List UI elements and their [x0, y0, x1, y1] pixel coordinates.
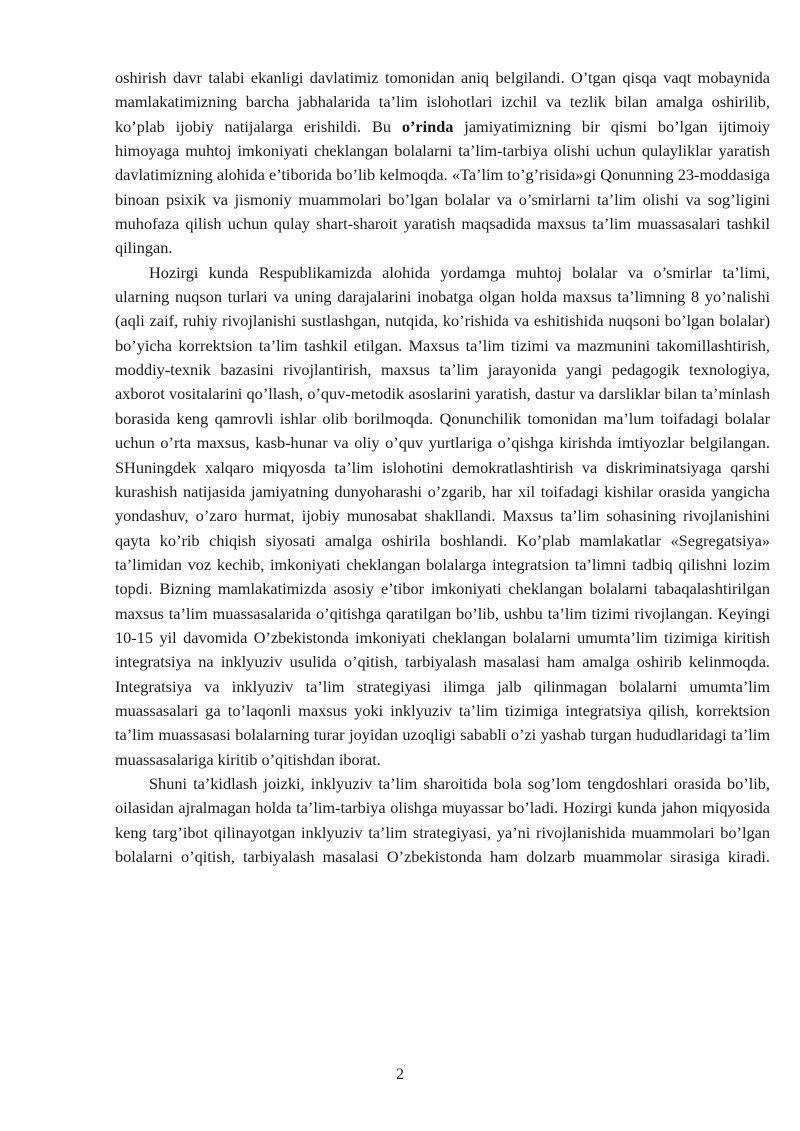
- body-text: [115, 66, 770, 869]
- bold-term: o’rinda: [401, 116, 454, 136]
- page-number: 2: [396, 1066, 404, 1083]
- paragraph-1: [115, 66, 770, 261]
- paragraph-1-text-end: jamiyatimizning bir qismi bo’lgan ijtimoiy himoyaga muhtoj imkoniyati cheklangan bolalarni ta’lim-tarbiya olishi uchun qulayliklar yaratish davlatimizning alohida e’tiborida bo’lib kelmoqda. «Ta’lim to’g’risida»gi Qonunning 23-moddasiga binoan psixik va jismoniy muammolari bo’lgan bolalar va o’smirlarni ta’lim olishi va sog’ligini muhofaza qilish uchun qulay shart-sharoit yaratish maqsadida maxsus ta’lim muassasalari tashkil qilingan.: [115, 116, 770, 258]
- paragraph-2: Hozirgi kunda Respublikamizda alohida yordamga muhtoj bolalar va o’smirlar ta’limi, ularning nuqson turlari va uning darajalarini inobatga olgan holda maxsus ta’limning 8 yo’nalishi (aqli zaif, ruhiy rivojlanishi sustlashgan, nutqida, ko’rishida va eshitishida nuqsoni bo’lgan bolalar) bo’yicha korrektsion ta’lim tashkil etilgan. Maxsus ta’lim tizimi va mazmunini takomillashtirish, moddiy-texnik bazasini rivojlantirish, maxsus ta’lim jarayonida yangi pedagogik texnologiya, axborot vositalarini qo’llash, o’quv-metodik asoslarini yaratish, dastur va darsliklar bilan ta’minlash borasida keng qamrovli ishlar olib borilmoqda. Qonunchilik tomonidan ma’lum toifadagi bolalar uchun o’rta maxsus, kasb-hunar va oliy o’quv yurtlariga o’qishga kirishda imtiyozlar belgilangan. SHuningdek xalqaro miqyosda ta’lim islohotini demokratlashtirish va diskriminatsiyaga qarshi kurashish natijasida jamiyatning dunyoharashi o’zgarib, har xil toifadagi kishilar orasida yangicha yondashuv, o’zaro hurmat, ijobiy munosabat shakllandi. Maxsus ta’lim sohasining rivojlanishini qayta ko’rib chiqish siyosati amalga oshirila boshlandi. Ko’plab mamlakatlar «Segregatsiya» ta’limidan voz kechib, imkoniyati cheklangan bolalarga integratsion ta’limni tadbiq qilishni lozim topdi. Bizning mamlakatimizda asosiy e’tibor imkoniyati cheklangan bolalarni tabaqalashtirilgan maxsus ta’lim muassasalarida o’qitishga qaratilgan bo’lib, ushbu ta’lim tizimi rivojlangan. Keyingi 10-15 yil davomida O’zbekistonda imkoniyati cheklangan bolalarni umumta’lim tizimiga kiritish integratsiya na inklyuziv usulida o’qitish, tarbiyalash masalasi ham amalga oshirib kelinmoqda. Integratsiya va inklyuziv ta’lim strategiyasi ilimga jalb qilinmagan bolalarni umumta’lim muassasalari ga to’laqonli maxsus yoki inklyuziv ta’lim tizimiga integratsiya qilish, korrektsion ta’lim muassasasi bolalarning turar joyidan uzoqligi sababli o’zi yashab turgan hududlaridagi ta’lim muassasalariga kiritib o’qitishdan iborat.: [115, 262, 770, 769]
- paragraph-3: Shuni ta’kidlash joizki, inklyuziv ta’lim sharoitida bola sog’lom tengdoshlari orasida bo’lib, oilasidan ajralmagan holda ta’lim-tarbiya olishga muyassar bo’ladi. Hozirgi kunda jahon miqyosida keng targ’ibot qilinayotgan inklyuziv ta’lim strategiyasi, ya’ni rivojlanishida muammolari bo’lgan bolalarni o’qitish, tarbiyalash masalasi O’zbekistonda ham dolzarb muammolar sirasiga kiradi.: [115, 773, 770, 866]
- paragraph-1-text-start: oshirish davr talabi ekanligi davlatimiz tomonidan aniq belgilandi. O’tgan qisqa vaqt mobaynida mamlakatimizning barcha jabhalarida ta’lim islohotlari izchil va tezlik bilan amalga oshirilib, ko’plab ijobiy natijalarga erishildi. Bu: [115, 68, 770, 136]
